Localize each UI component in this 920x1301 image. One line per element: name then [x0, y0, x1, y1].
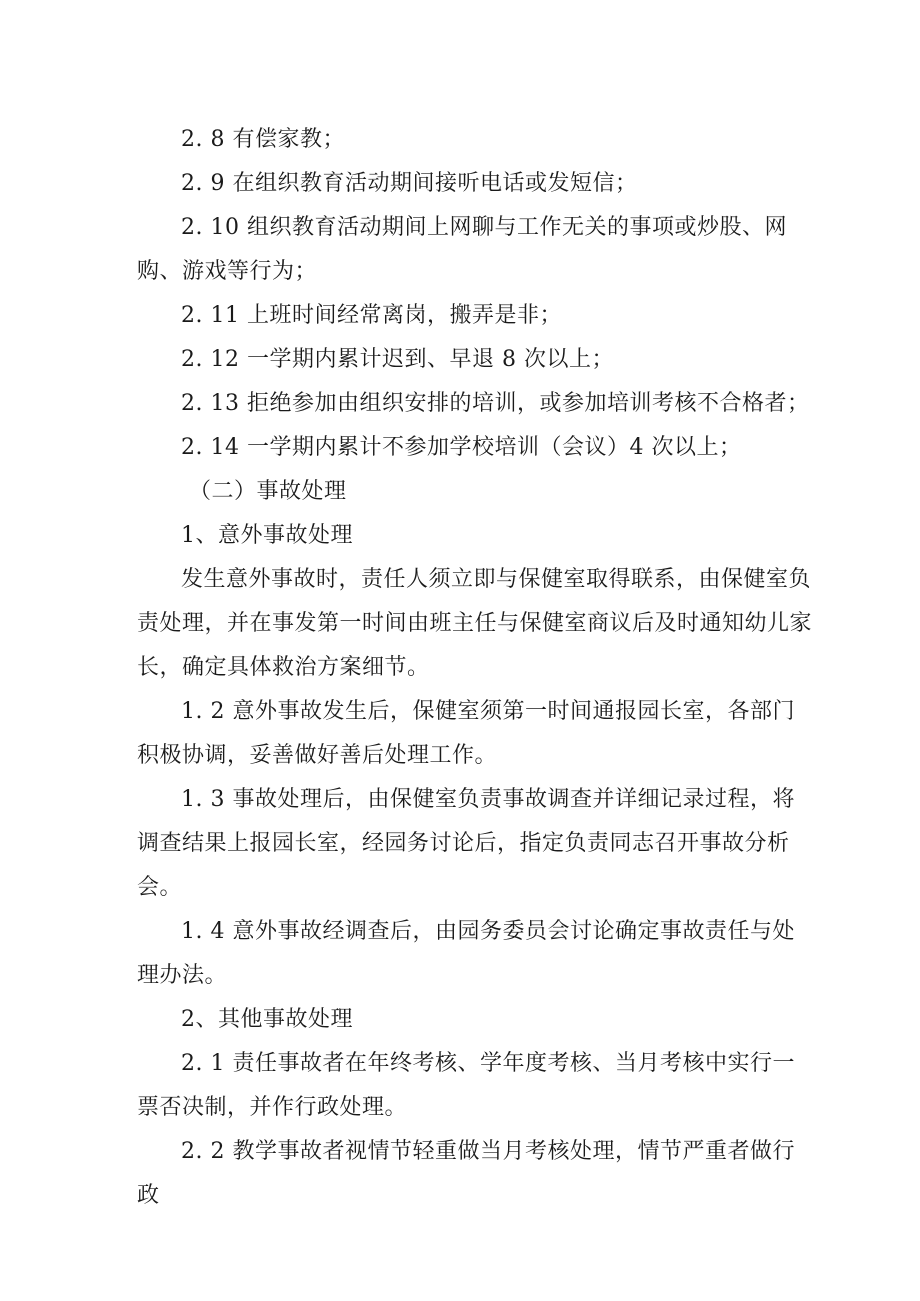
clause-2-2: 2. 2 教学事故者视情节轻重做当月考核处理，情节严重者做行政 — [137, 1139, 795, 1208]
clause-2-14: 2. 14 一学期内累计不参加学校培训（会议）4 次以上； — [181, 435, 742, 460]
clause-2-11: 2. 11 上班时间经常离岗，搬弄是非； — [181, 303, 562, 328]
clause-2-10: 2. 10 组织教育活动期间上网聊与工作无关的事项或炒股、网购、游戏等行为； — [137, 215, 787, 284]
clause-2-9: 2. 9 在组织教育活动期间接听电话或发短信； — [181, 171, 638, 196]
subheading-accidental-incident: 1、意外事故处理 — [181, 523, 353, 548]
paragraph-accident-contact: 发生意外事故时，责任人须立即与保健室取得联系，由保健室负责处理，并在事发第一时间由班主任与保健室商议后及时通知幼儿家长，确定具体救治方案细节。 — [137, 567, 813, 680]
clause-1-4: 1. 4 意外事故经调查后，由园务委员会讨论确定事故责任与处理办法。 — [137, 919, 795, 988]
clause-2-8: 2. 8 有偿家教； — [181, 127, 345, 152]
clause-2-13: 2. 13 拒绝参加由组织安排的培训，或参加培训考核不合格者； — [181, 391, 810, 416]
clause-1-3: 1. 3 事故处理后，由保健室负责事故调查并详细记录过程，将调查结果上报园长室，经园务讨论后，指定负责同志召开事故分析会。 — [137, 787, 795, 900]
subheading-other-incident: 2、其他事故处理 — [181, 1007, 353, 1032]
document-body — [137, 118, 817, 1218]
clause-1-2: 1. 2 意外事故发生后，保健室须第一时间通报园长室，各部门积极协调，妥善做好善后处理工作。 — [137, 699, 795, 768]
clause-2-12: 2. 12 一学期内累计迟到、早退 8 次以上； — [181, 347, 614, 372]
section-heading-accident-handling: （二）事故处理 — [189, 479, 347, 504]
clause-2-1: 2. 1 责任事故者在年终考核、学年度考核、当月考核中实行一票否决制，并作行政处理。 — [137, 1051, 795, 1120]
